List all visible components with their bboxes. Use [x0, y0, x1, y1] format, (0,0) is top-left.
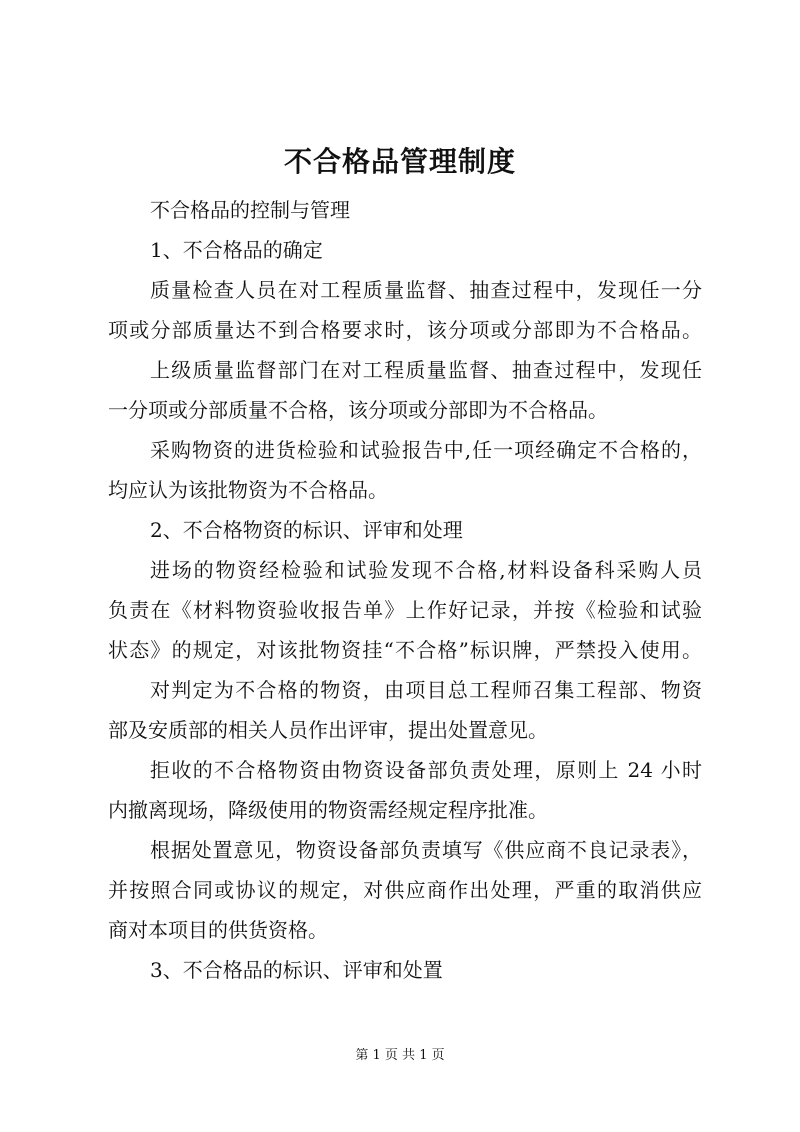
text-line: 不合格品的控制与管理 — [150, 198, 350, 222]
text-line: 拒收的不合格物资由物资设备部负责处理，原则上 24 小时 — [150, 758, 702, 782]
text-line: 质量检查人员在对工程质量监督、抽查过程中，发现任一分 — [150, 278, 702, 302]
text-line: 部及安质部的相关人员作出评审，提出处置意见。 — [108, 718, 548, 742]
document-title: 不合格品管理制度 — [283, 145, 516, 178]
document-body — [108, 190, 702, 990]
text-line: 进场的物资经检验和试验发现不合格,材料设备科采购人员 — [150, 558, 702, 582]
text-line: 根据处置意见，物资设备部负责填写《供应商不良记录表》， — [150, 838, 702, 862]
text-line: 一分项或分部质量不合格，该分项或分部即为不合格品。 — [108, 398, 608, 422]
text-line: 均应认为该批物资为不合格品。 — [108, 478, 388, 502]
text-line: 1、不合格品的确定 — [150, 238, 323, 262]
text-line: 对判定为不合格的物资，由项目总工程师召集工程部、物资 — [150, 678, 702, 702]
text-line: 商对本项目的供货资格。 — [108, 918, 328, 942]
text-line: 负责在《材料物资验收报告单》上作好记录，并按《检验和试验 — [108, 598, 702, 622]
text-line: 2、不合格物资的标识、评审和处理 — [150, 518, 463, 542]
text-line: 内撤离现场，降级使用的物资需经规定程序批准。 — [108, 798, 548, 822]
page-footer: 第 1 页 共 1 页 — [355, 1048, 445, 1063]
text-line: 项或分部质量达不到合格要求时，该分项或分部即为不合格品。 — [108, 318, 702, 342]
text-line: 采购物资的进货检验和试验报告中,任一项经确定不合格的， — [150, 438, 702, 462]
text-line: 上级质量监督部门在对工程质量监督、抽查过程中，发现任 — [150, 358, 702, 382]
text-line: 并按照合同或协议的规定，对供应商作出处理，严重的取消供应 — [108, 878, 702, 902]
text-line: 状态》的规定，对该批物资挂“不合格”标识牌，严禁投入使用。 — [108, 638, 702, 662]
text-line: 3、不合格品的标识、评审和处置 — [150, 958, 443, 982]
